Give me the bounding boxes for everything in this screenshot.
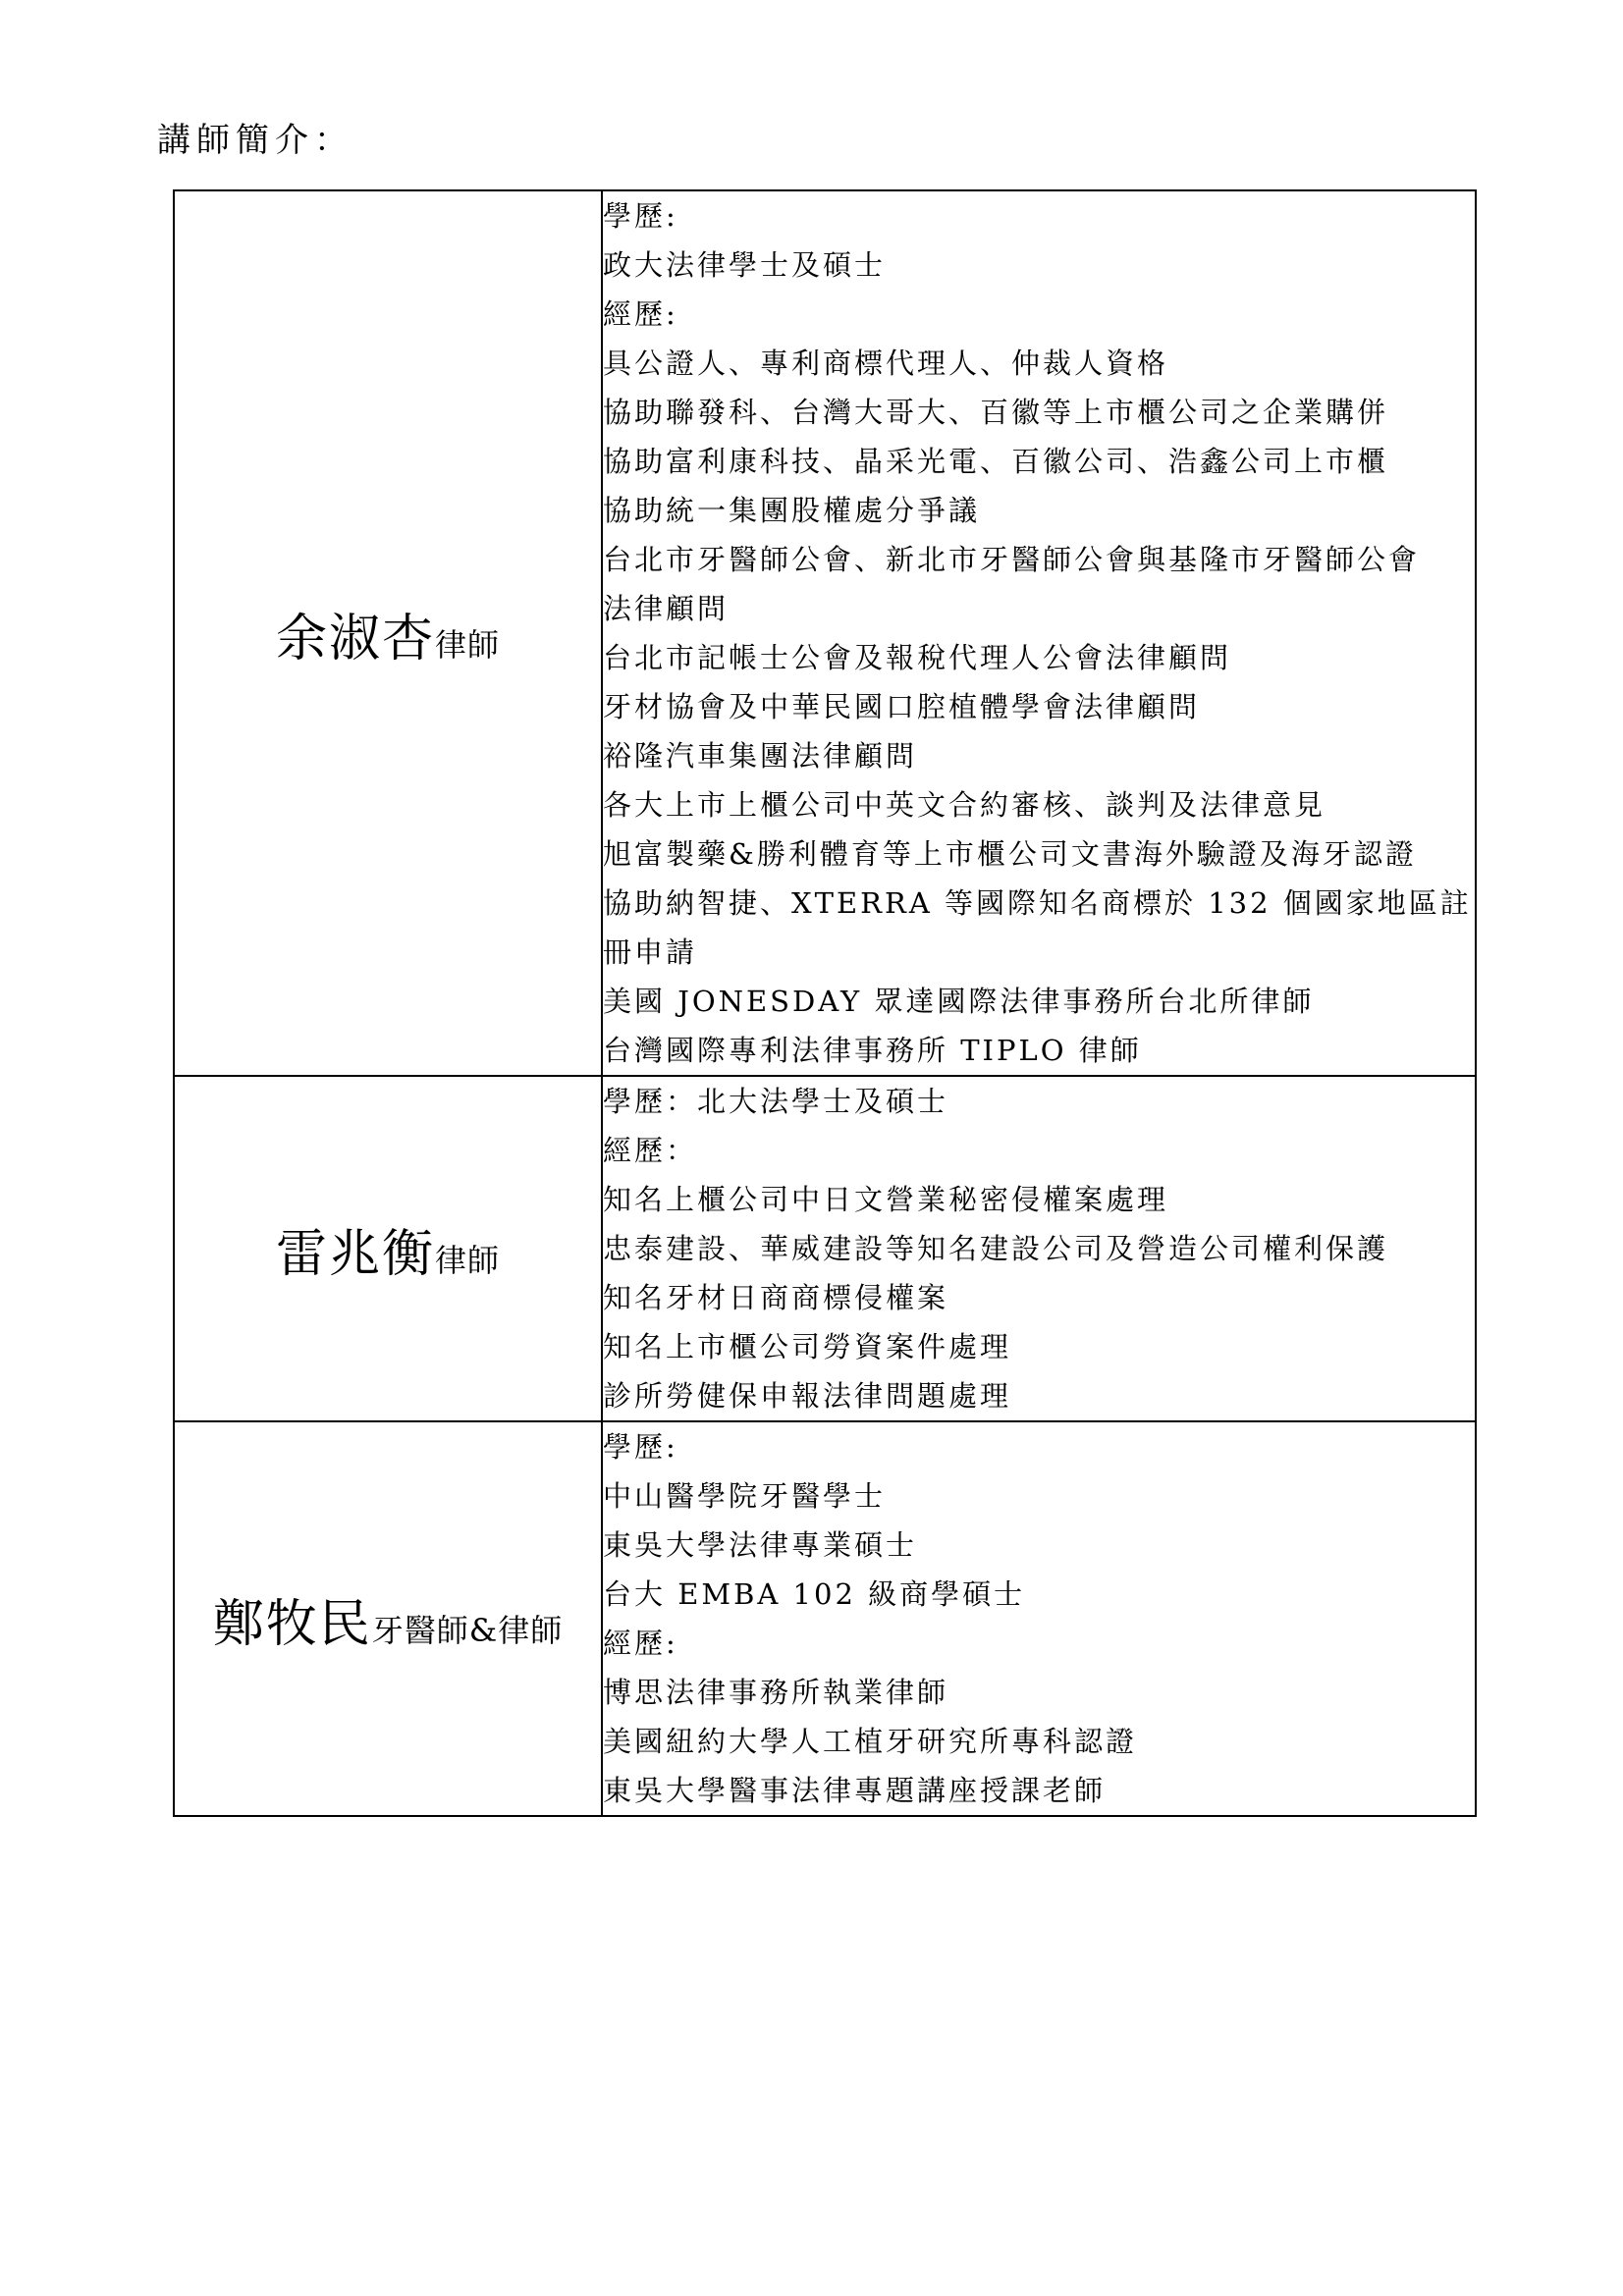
bio-line: 東吳大學法律專業碩士	[603, 1528, 918, 1562]
bio-line: 忠泰建設、華威建設等知名建設公司及營造公司權利保護	[603, 1232, 1389, 1265]
bio-line: 裕隆汽車集團法律顧問	[603, 739, 918, 773]
instructor-name-group	[276, 597, 500, 670]
instructor-row	[174, 1076, 1476, 1421]
instructor-name-group	[276, 1212, 500, 1286]
bio-line: 知名上櫃公司中日文營業秘密侵權案處理	[603, 1183, 1169, 1216]
instructor-title: 律師	[435, 1241, 501, 1279]
page-title: 講師簡介：	[157, 121, 353, 160]
bio-line: 東吳大學醫事法律專題講座授課老師	[603, 1774, 1107, 1807]
instructor-name-cell	[174, 1421, 602, 1816]
bio-line: 旭富製藥&勝利體育等上市櫃公司文書海外驗證及海牙認證	[603, 837, 1417, 871]
instructor-row	[174, 190, 1476, 1076]
instructor-name-cell	[174, 190, 602, 1076]
bio-line: 學歷:	[603, 199, 678, 233]
bio-line: 診所勞健保申報法律問題處理	[603, 1379, 1012, 1413]
bio-line: 經歷:	[603, 1627, 678, 1660]
instructor-name: 余淑杏	[275, 609, 435, 668]
bio-line: 各大上市上櫃公司中英文合約審核、談判及法律意見	[603, 788, 1326, 822]
instructor-bio-cell	[602, 1076, 1476, 1421]
instructor-title: 牙醫師&律師	[371, 1611, 564, 1649]
bio-line: 冊申請	[603, 935, 698, 969]
instructor-row	[174, 1421, 1476, 1816]
bio-line: 博思法律事務所執業律師	[603, 1676, 949, 1709]
instructor-name: 鄭牧民	[212, 1594, 372, 1654]
instructor-table-body	[174, 190, 1476, 1816]
instructor-table	[173, 189, 1477, 1817]
instructor-name: 雷兆衡	[275, 1224, 435, 1284]
bio-line: 台北市記帳士公會及報稅代理人公會法律顧問	[603, 641, 1232, 674]
bio-line: 具公證人、專利商標代理人、仲裁人資格	[603, 347, 1169, 380]
bio-line: 台北市牙醫師公會、新北市牙醫師公會與基隆市牙醫師公會	[603, 543, 1421, 576]
bio-line: 台灣國際專利法律事務所 TIPLO 律師	[603, 1034, 1142, 1067]
bio-line: 知名牙材日商商標侵權案	[603, 1281, 949, 1314]
bio-line: 學歷：北大法學士及碩士	[603, 1085, 949, 1118]
instructor-bio-cell	[602, 190, 1476, 1076]
instructor-name-cell	[174, 1076, 602, 1421]
bio-line: 協助統一集團股權處分爭議	[603, 494, 981, 527]
bio-line: 美國 JONESDAY 眾達國際法律事務所台北所律師	[603, 985, 1315, 1018]
bio-line: 台大 EMBA 102 級商學碩士	[603, 1577, 1026, 1611]
bio-line: 學歷:	[603, 1430, 678, 1464]
bio-line: 中山醫學院牙醫學士	[603, 1479, 887, 1513]
bio-line: 協助富利康科技、晶采光電、百徽公司、浩鑫公司上市櫃	[603, 445, 1389, 478]
bio-line: 美國紐約大學人工植牙研究所專科認證	[603, 1725, 1138, 1758]
instructor-name-group	[213, 1582, 564, 1656]
instructor-bio-cell	[602, 1421, 1476, 1816]
bio-line: 經歷:	[603, 297, 678, 331]
bio-line: 政大法律學士及碩士	[603, 248, 887, 282]
bio-line: 協助聯發科、台灣大哥大、百徽等上市櫃公司之企業購併	[603, 396, 1389, 429]
bio-line: 法律顧問	[603, 592, 730, 625]
bio-line: 知名上市櫃公司勞資案件處理	[603, 1330, 1012, 1363]
bio-line: 協助納智捷、XTERRA 等國際知名商標於 132 個國家地區註	[603, 886, 1472, 920]
bio-line: 牙材協會及中華民國口腔植體學會法律顧問	[603, 690, 1201, 723]
bio-line: 經歷：	[603, 1134, 698, 1167]
instructor-title: 律師	[435, 625, 501, 664]
